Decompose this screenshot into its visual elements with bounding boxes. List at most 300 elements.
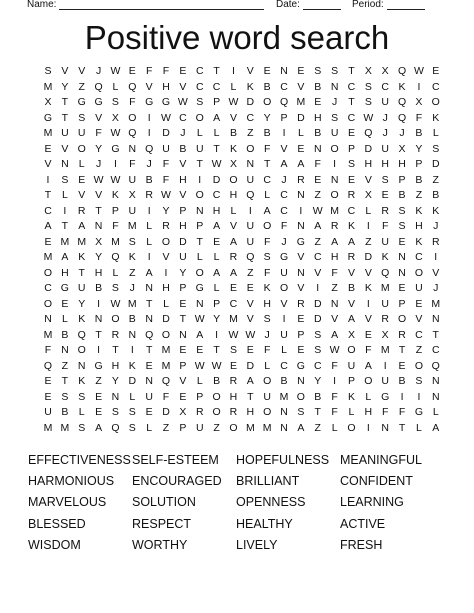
grid-letter[interactable]: K [432,204,440,217]
grid-letter[interactable]: L [230,204,237,217]
grid-letter[interactable]: Z [61,359,69,372]
grid-letter[interactable]: P [347,142,355,155]
grid-letter[interactable]: U [246,173,255,186]
grid-letter[interactable]: H [330,251,339,263]
grid-letter[interactable]: V [78,65,86,77]
grid-letter[interactable]: U [179,251,187,263]
grid-letter[interactable]: O [161,235,171,248]
grid-letter[interactable]: L [365,204,372,217]
grid-letter[interactable]: G [94,96,103,108]
grid-letter[interactable]: H [313,111,322,124]
grid-letter[interactable]: N [246,158,255,170]
grid-letter[interactable]: V [347,297,355,310]
grid-letter[interactable]: A [314,220,322,232]
grid-letter[interactable]: H [246,406,255,418]
grid-letter[interactable]: Z [213,421,220,434]
grid-letter[interactable]: V [280,297,288,310]
grid-letter[interactable]: R [297,297,305,310]
grid-letter[interactable]: X [381,328,389,341]
grid-letter[interactable]: K [364,282,372,294]
grid-letter[interactable]: R [195,406,204,418]
grid-letter[interactable]: N [313,142,322,155]
grid-letter[interactable]: Z [247,127,254,139]
grid-letter[interactable]: C [280,189,288,201]
grid-letter[interactable]: F [162,390,170,403]
grid-letter[interactable]: I [417,390,421,403]
grid-letter[interactable]: T [44,189,52,201]
grid-letter[interactable]: Q [397,96,407,108]
grid-letter[interactable]: D [179,235,187,248]
grid-letter[interactable]: E [398,282,406,294]
grid-letter[interactable]: D [313,313,322,325]
grid-letter[interactable]: C [415,251,423,263]
grid-letter[interactable]: S [398,220,406,232]
grid-letter[interactable]: L [415,421,422,434]
grid-letter[interactable]: L [331,421,338,434]
grid-letter[interactable]: J [433,282,439,294]
grid-letter[interactable]: H [364,406,373,418]
grid-letter[interactable]: N [94,220,103,232]
grid-letter[interactable]: E [229,282,237,294]
grid-letter[interactable]: T [247,390,254,403]
grid-letter[interactable]: E [314,173,322,186]
grid-letter[interactable]: V [246,313,254,325]
grid-letter[interactable]: O [43,297,53,310]
grid-letter[interactable]: B [415,173,423,186]
grid-letter[interactable]: P [179,359,187,372]
grid-letter[interactable]: W [363,111,374,124]
grid-letter[interactable]: F [314,158,321,170]
grid-letter[interactable]: R [229,406,238,418]
grid-letter[interactable]: J [264,328,270,341]
grid-letter[interactable]: N [61,158,69,170]
grid-letter[interactable]: L [146,421,153,434]
grid-letter[interactable]: U [162,142,170,155]
grid-letter[interactable]: H [212,204,221,217]
grid-letter[interactable]: C [347,80,356,93]
grid-letter[interactable]: A [297,421,305,434]
grid-letter[interactable]: P [196,220,204,232]
grid-letter[interactable]: L [196,375,203,387]
grid-letter[interactable]: G [296,359,305,372]
grid-letter[interactable]: N [297,375,305,387]
grid-letter[interactable]: N [330,297,339,310]
grid-letter[interactable]: A [78,220,86,232]
grid-letter[interactable]: C [246,111,255,124]
grid-letter[interactable]: Z [415,344,423,356]
grid-letter[interactable]: G [279,251,289,263]
grid-letter[interactable]: Q [161,375,171,387]
grid-letter[interactable]: P [347,375,355,387]
grid-letter[interactable]: Q [397,111,407,124]
grid-letter[interactable]: F [331,390,338,403]
grid-letter[interactable]: K [128,359,136,372]
grid-letter[interactable]: D [364,251,373,263]
grid-letter[interactable]: Y [415,142,423,155]
grid-letter[interactable]: M [431,297,441,310]
grid-letter[interactable]: I [383,359,387,372]
grid-letter[interactable]: M [43,421,53,434]
grid-letter[interactable]: E [398,235,406,248]
grid-letter[interactable]: Y [111,375,119,387]
grid-letter[interactable]: V [364,313,372,325]
grid-letter[interactable]: C [195,80,204,93]
grid-letter[interactable]: U [128,204,137,217]
grid-letter[interactable]: U [381,375,389,387]
grid-letter[interactable]: T [213,65,220,77]
grid-letter[interactable]: U [381,235,389,248]
grid-letter[interactable]: T [95,204,102,217]
grid-letter[interactable]: F [44,344,52,356]
grid-letter[interactable]: H [415,220,423,232]
grid-letter[interactable]: E [297,313,305,325]
grid-letter[interactable]: L [348,406,355,418]
grid-letter[interactable]: L [78,158,85,170]
grid-letter[interactable]: L [146,220,153,232]
grid-letter[interactable]: V [162,251,170,263]
grid-letter[interactable]: C [431,344,440,356]
grid-letter[interactable]: M [77,235,87,248]
grid-letter[interactable]: E [61,297,69,310]
grid-letter[interactable]: C [44,204,52,217]
grid-letter[interactable]: C [415,328,423,341]
grid-letter[interactable]: S [61,173,69,186]
grid-letter[interactable]: C [229,297,238,310]
grid-letter[interactable]: M [60,235,70,248]
grid-letter[interactable]: S [111,282,119,294]
grid-letter[interactable]: S [128,235,136,248]
grid-letter[interactable]: F [280,220,288,232]
grid-letter[interactable]: O [77,142,86,155]
grid-letter[interactable]: O [111,313,120,325]
grid-letter[interactable]: S [364,80,372,93]
grid-letter[interactable]: M [262,421,272,434]
grid-letter[interactable]: E [364,328,372,341]
grid-letter[interactable]: O [246,142,255,155]
grid-letter[interactable]: F [331,266,338,279]
grid-letter[interactable]: T [398,421,406,434]
grid-letter[interactable]: C [381,80,389,93]
grid-letter[interactable]: S [263,313,271,325]
grid-letter[interactable]: R [398,328,406,341]
grid-letter[interactable]: I [316,282,320,294]
grid-letter[interactable]: Z [78,80,85,93]
grid-letter[interactable]: S [381,173,389,186]
grid-letter[interactable]: W [194,313,205,325]
grid-letter[interactable]: E [145,406,153,418]
grid-letter[interactable]: T [145,297,153,310]
grid-letter[interactable]: U [77,127,86,139]
grid-letter[interactable]: B [263,80,271,93]
grid-letter[interactable]: F [162,173,170,186]
grid-letter[interactable]: P [280,111,288,124]
grid-letter[interactable]: A [331,328,339,341]
grid-letter[interactable]: L [112,266,119,279]
grid-letter[interactable]: S [432,142,440,155]
grid-letter[interactable]: O [263,406,272,418]
grid-letter[interactable]: E [44,235,52,248]
grid-letter[interactable]: G [296,235,305,248]
grid-letter[interactable]: I [215,328,219,341]
grid-letter[interactable]: M [380,344,390,356]
grid-letter[interactable]: E [347,127,355,139]
grid-letter[interactable]: S [263,251,271,263]
grid-letter[interactable]: H [229,390,238,403]
grid-letter[interactable]: W [161,189,171,201]
grid-letter[interactable]: I [333,158,337,170]
grid-letter[interactable]: O [161,328,171,341]
grid-letter[interactable]: N [77,359,86,372]
grid-letter[interactable]: U [280,328,288,341]
grid-letter[interactable]: S [78,111,86,124]
grid-letter[interactable]: I [147,251,151,263]
grid-letter[interactable]: M [43,127,53,139]
grid-letter[interactable]: L [281,344,287,356]
grid-letter[interactable]: C [347,111,356,124]
grid-letter[interactable]: Z [314,189,321,201]
grid-letter[interactable]: S [111,406,119,418]
grid-letter[interactable]: B [347,282,355,294]
grid-letter[interactable]: E [229,359,237,372]
grid-letter[interactable]: E [263,65,271,77]
grid-letter[interactable]: G [94,359,103,372]
grid-letter[interactable]: A [61,251,69,263]
grid-letter[interactable]: I [97,344,101,356]
grid-letter[interactable]: F [162,158,170,170]
grid-letter[interactable]: N [330,80,339,93]
grid-letter[interactable]: F [145,65,153,77]
grid-letter[interactable]: Q [145,142,154,155]
grid-letter[interactable]: Z [365,235,372,248]
grid-letter[interactable]: C [179,111,187,124]
grid-letter[interactable]: P [297,328,305,341]
grid-letter[interactable]: B [432,189,440,201]
grid-letter[interactable]: E [179,344,187,356]
grid-letter[interactable]: Z [415,189,423,201]
grid-letter[interactable]: K [381,251,389,263]
grid-letter[interactable]: V [364,266,372,279]
grid-letter[interactable]: Z [247,266,254,279]
grid-letter[interactable]: A [95,421,103,434]
grid-letter[interactable]: V [78,189,86,201]
grid-letter[interactable]: W [110,127,121,139]
grid-letter[interactable]: J [433,220,439,232]
grid-letter[interactable]: S [128,406,136,418]
grid-letter[interactable]: T [196,235,203,248]
grid-letter[interactable]: T [78,266,85,279]
grid-letter[interactable]: X [415,96,423,108]
grid-letter[interactable]: N [111,390,120,403]
grid-letter[interactable]: L [230,80,237,93]
grid-letter[interactable]: G [161,96,171,108]
grid-letter[interactable]: M [279,390,289,403]
grid-letter[interactable]: W [93,173,104,186]
grid-letter[interactable]: Z [314,235,321,248]
grid-letter[interactable]: V [280,142,288,155]
grid-letter[interactable]: Y [61,80,69,93]
grid-letter[interactable]: J [281,235,287,248]
grid-letter[interactable]: N [280,65,288,77]
grid-letter[interactable]: Z [162,421,170,434]
grid-letter[interactable]: S [314,328,322,341]
grid-letter[interactable]: I [333,375,337,387]
grid-letter[interactable]: F [112,220,119,232]
grid-letter[interactable]: V [44,158,52,170]
grid-letter[interactable]: S [78,421,86,434]
grid-letter[interactable]: S [331,111,339,124]
grid-letter[interactable]: J [382,127,388,139]
grid-letter[interactable]: J [129,282,135,294]
grid-letter[interactable]: K [432,111,440,124]
grid-letter[interactable]: N [145,282,153,294]
grid-letter[interactable]: O [330,142,339,155]
grid-letter[interactable]: M [127,220,137,232]
grid-letter[interactable]: V [297,251,305,263]
grid-letter[interactable]: X [381,65,389,77]
grid-letter[interactable]: X [398,142,406,155]
grid-letter[interactable]: S [229,344,237,356]
grid-letter[interactable]: I [366,220,370,232]
grid-letter[interactable]: U [77,282,86,294]
grid-letter[interactable]: I [130,344,134,356]
grid-letter[interactable]: Y [95,251,103,263]
grid-letter[interactable]: Q [364,127,373,139]
grid-letter[interactable]: J [281,173,287,186]
grid-letter[interactable]: F [263,266,271,279]
grid-letter[interactable]: E [128,65,136,77]
grid-letter[interactable]: V [246,65,254,77]
grid-letter[interactable]: E [297,142,305,155]
grid-letter[interactable]: W [245,328,256,341]
grid-letter[interactable]: V [179,375,187,387]
grid-letter[interactable]: C [313,251,322,263]
grid-letter[interactable]: S [297,406,305,418]
grid-letter[interactable]: K [78,313,86,325]
grid-letter[interactable]: F [398,406,406,418]
grid-letter[interactable]: I [417,80,421,93]
grid-letter[interactable]: P [415,158,423,170]
grid-letter[interactable]: T [179,313,187,325]
grid-letter[interactable]: H [229,189,238,201]
grid-letter[interactable]: M [229,313,238,325]
grid-letter[interactable]: Z [432,173,439,186]
grid-letter[interactable]: V [229,111,237,124]
grid-letter[interactable]: R [229,251,238,263]
grid-letter[interactable]: E [78,173,86,186]
grid-letter[interactable]: M [161,344,171,356]
grid-letter[interactable]: E [95,406,103,418]
grid-letter[interactable]: O [229,421,238,434]
grid-letter[interactable]: Q [94,80,103,93]
grid-letter[interactable]: D [246,96,255,108]
grid-letter[interactable]: D [364,142,373,155]
grid-letter[interactable]: S [415,375,423,387]
grid-letter[interactable]: P [213,96,221,108]
grid-letter[interactable]: B [314,80,322,93]
grid-letter[interactable]: M [330,204,339,217]
grid-letter[interactable]: S [314,344,322,356]
grid-letter[interactable]: F [331,359,338,372]
grid-letter[interactable]: V [61,65,69,77]
grid-letter[interactable]: S [314,65,322,77]
grid-letter[interactable]: L [61,189,68,201]
grid-letter[interactable]: Z [314,421,321,434]
grid-letter[interactable]: A [44,220,52,232]
grid-letter[interactable]: N [398,266,406,279]
grid-letter[interactable]: P [213,297,221,310]
grid-letter[interactable]: R [229,375,238,387]
grid-letter[interactable]: L [196,251,203,263]
grid-letter[interactable]: J [180,127,186,139]
grid-letter[interactable]: K [229,142,237,155]
grid-letter[interactable]: N [145,313,153,325]
grid-letter[interactable]: F [365,344,372,356]
grid-letter[interactable]: Y [213,313,221,325]
grid-letter[interactable]: W [110,173,121,186]
grid-letter[interactable]: D [162,313,170,325]
grid-letter[interactable]: N [431,390,440,403]
grid-letter[interactable]: Q [43,359,53,372]
grid-letter[interactable]: A [213,111,221,124]
grid-letter[interactable]: V [415,313,423,325]
grid-letter[interactable]: X [95,235,103,248]
grid-letter[interactable]: V [347,266,355,279]
grid-letter[interactable]: N [381,421,389,434]
grid-letter[interactable]: A [229,235,237,248]
grid-letter[interactable]: R [381,204,389,217]
grid-letter[interactable]: W [228,328,239,341]
grid-letter[interactable]: N [297,220,305,232]
grid-letter[interactable]: I [198,173,202,186]
grid-letter[interactable]: E [381,189,389,201]
grid-letter[interactable]: T [398,344,406,356]
grid-letter[interactable]: R [297,173,305,186]
grid-letter[interactable]: B [398,375,406,387]
grid-letter[interactable]: T [348,96,355,108]
grid-letter[interactable]: V [297,282,305,294]
grid-letter[interactable]: B [61,328,69,341]
grid-letter[interactable]: V [179,189,187,201]
grid-letter[interactable]: A [263,204,271,217]
grid-letter[interactable]: E [179,390,187,403]
grid-letter[interactable]: L [213,127,220,139]
grid-letter[interactable]: N [330,173,339,186]
grid-letter[interactable]: G [77,96,86,108]
grid-letter[interactable]: V [179,80,187,93]
grid-letter[interactable]: S [78,390,86,403]
grid-letter[interactable]: C [212,80,221,93]
grid-letter[interactable]: K [347,390,355,403]
grid-letter[interactable]: M [43,251,53,263]
grid-letter[interactable]: G [381,390,390,403]
grid-letter[interactable]: O [431,96,440,108]
grid-letter[interactable]: L [213,282,220,294]
grid-letter[interactable]: K [415,204,423,217]
grid-letter[interactable]: H [179,220,187,232]
grid-letter[interactable]: Q [381,266,390,279]
grid-letter[interactable]: O [330,189,339,201]
grid-letter[interactable]: E [314,96,322,108]
grid-letter[interactable]: D [297,111,305,124]
grid-letter[interactable]: O [347,421,356,434]
grid-letter[interactable]: W [312,204,323,217]
grid-letter[interactable]: R [431,235,440,248]
grid-letter[interactable]: S [128,421,136,434]
grid-letter[interactable]: N [398,251,406,263]
grid-letter[interactable]: C [195,65,204,77]
grid-letter[interactable]: O [195,189,204,201]
grid-letter[interactable]: V [145,80,153,93]
